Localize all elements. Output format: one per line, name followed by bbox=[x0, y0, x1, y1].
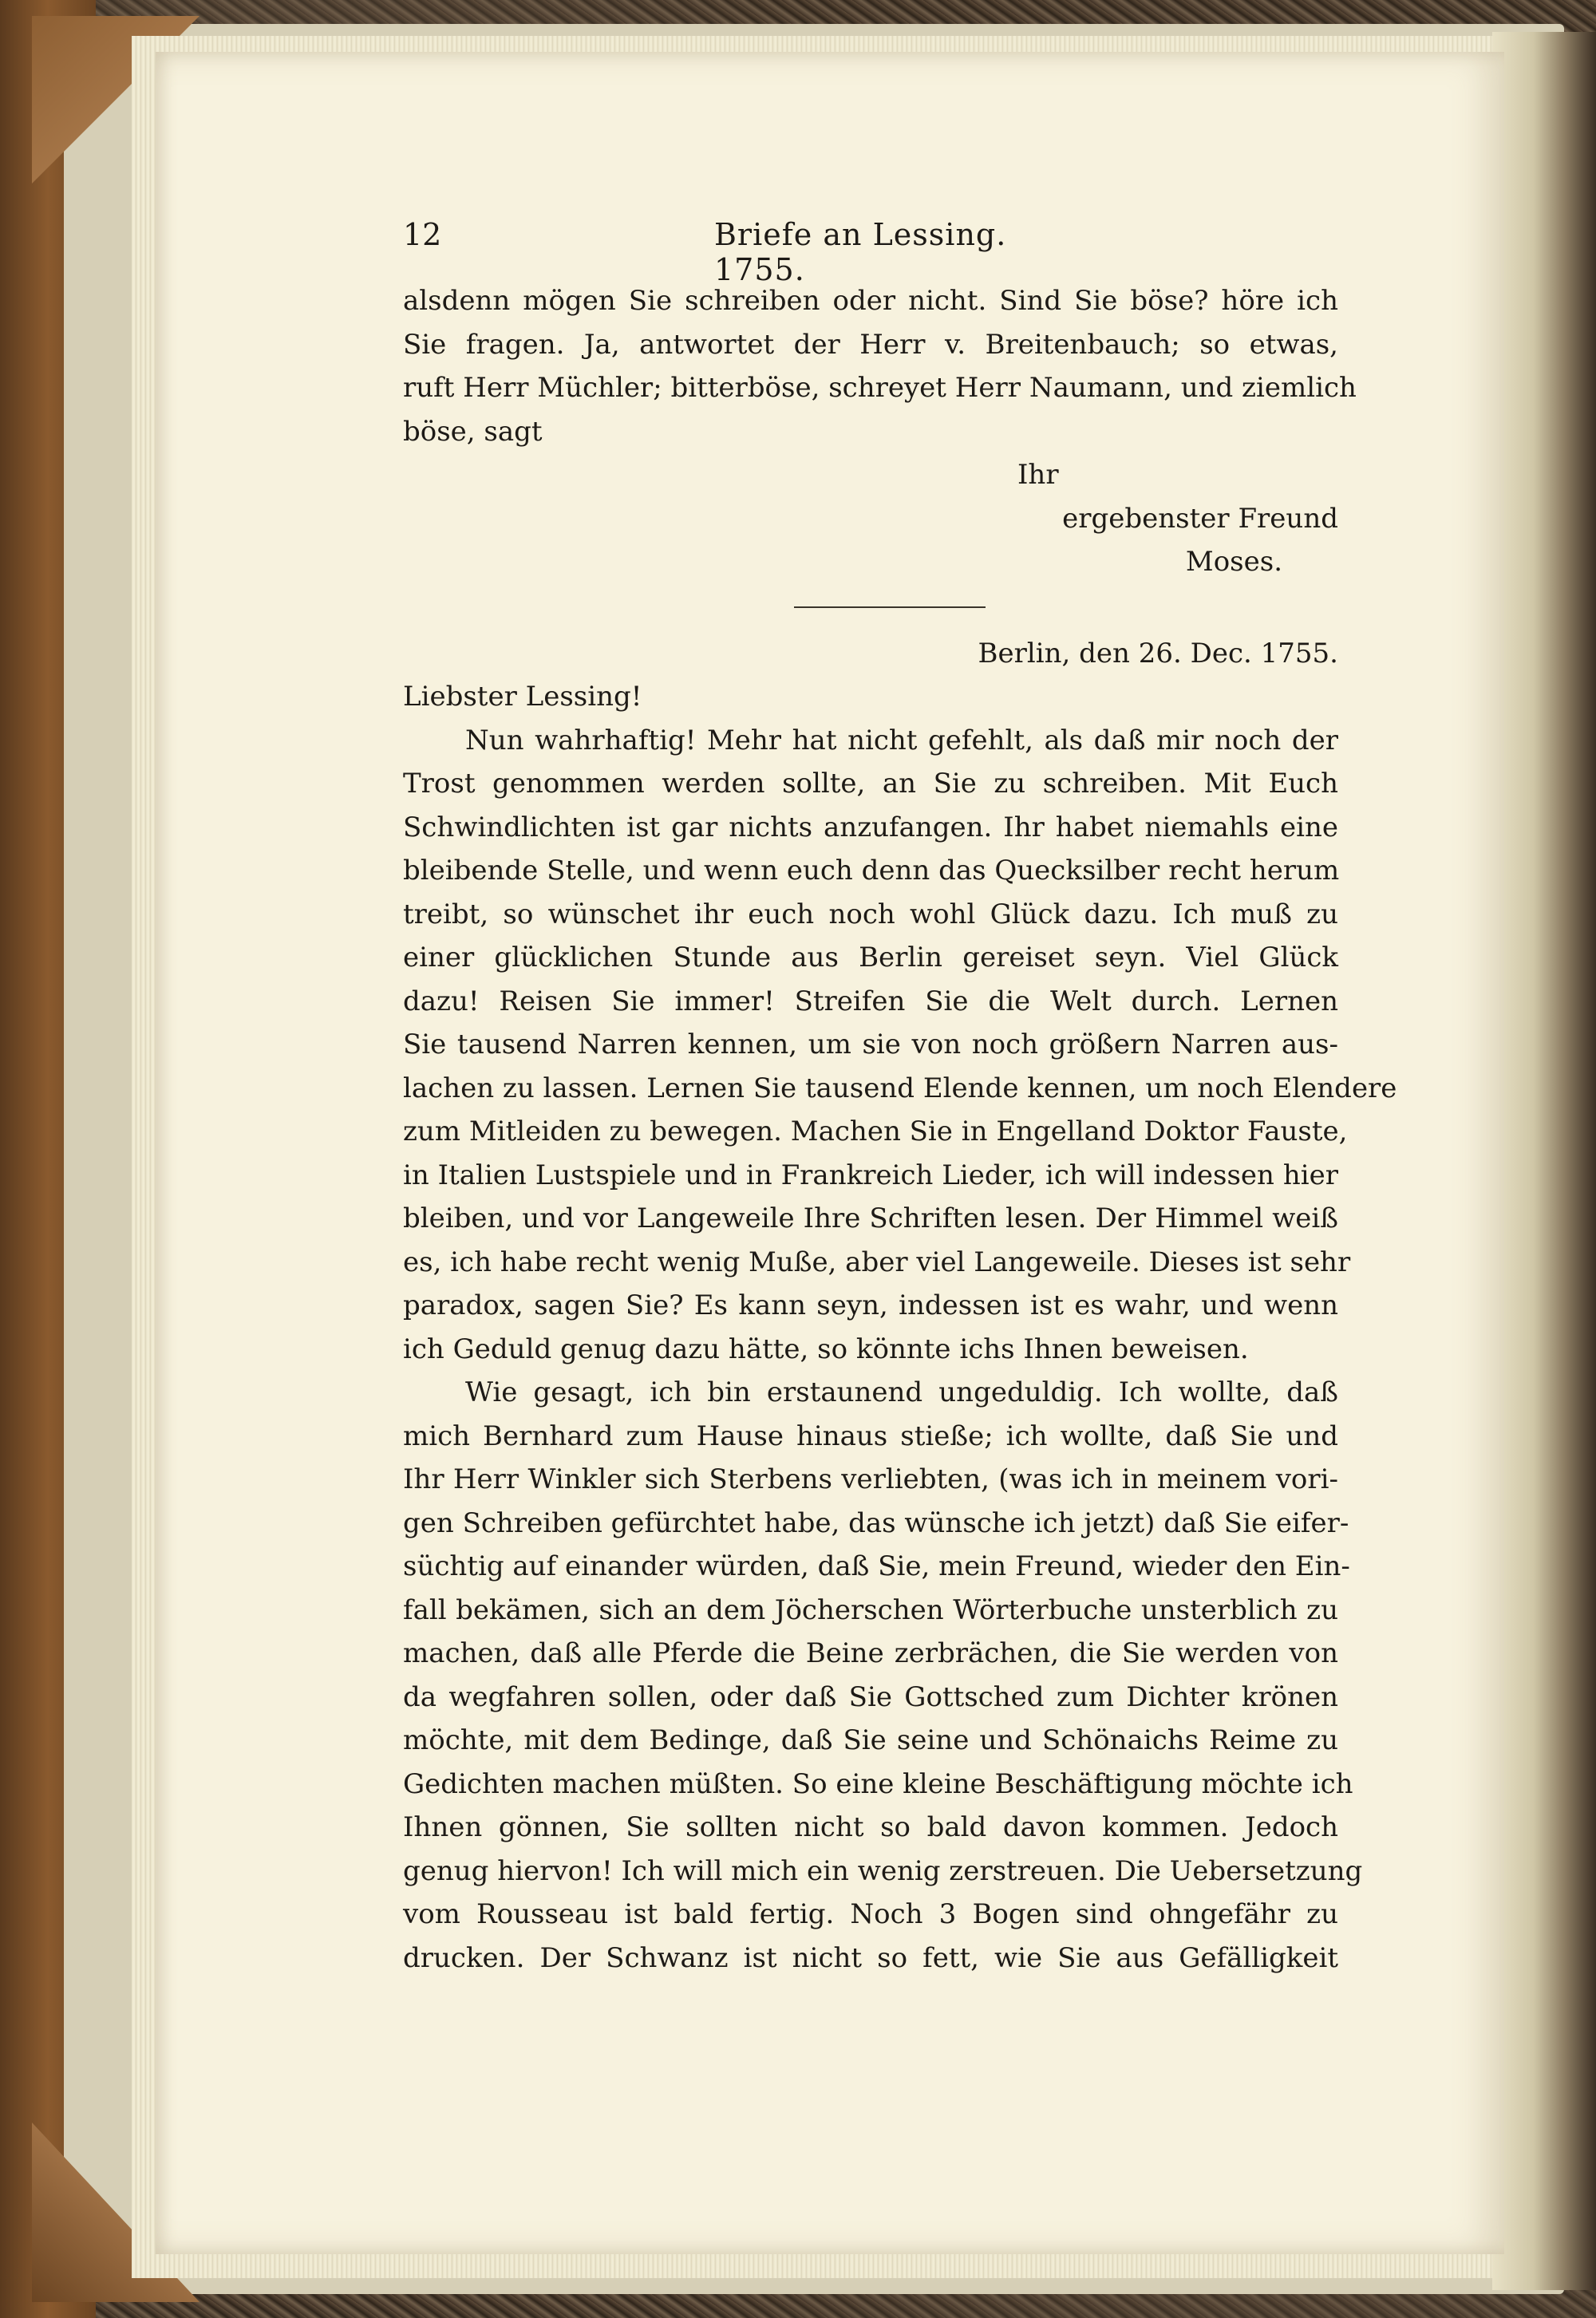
page-number: 12 bbox=[403, 217, 442, 252]
right-page-leaves bbox=[1492, 32, 1596, 2290]
text-line: es, ich habe recht wenig Muße, aber viel Langeweile. Dieses ist sehr bbox=[403, 1246, 1351, 1278]
text-line: Sie tausend Narren kennen, um sie von noch größern Narren aus- bbox=[403, 1029, 1338, 1060]
text-line: bleibende Stelle, und wenn euch denn das Quecksilber recht herum bbox=[403, 855, 1340, 887]
text-line: Trost genommen werden sollte, an Sie zu schreiben. Mit Euch bbox=[403, 768, 1338, 800]
page-header bbox=[403, 217, 1065, 287]
text-line: machen, daß alle Pferde die Beine zerbrächen, die Sie werden von bbox=[403, 1637, 1338, 1669]
text-block bbox=[403, 279, 1397, 1980]
dateline: Berlin, den 26. Dec. 1755. bbox=[978, 637, 1338, 669]
running-title: Briefe an Lessing. 1755. bbox=[714, 217, 1007, 287]
text-line: Gedichten machen müßten. So eine kleine Beschäftigung möchte ich bbox=[403, 1767, 1353, 1800]
text-line: Ihnen gönnen, Sie sollten nicht so bald davon kommen. Jedoch bbox=[403, 1811, 1338, 1843]
text-line: genug hiervon! Ich will mich ein wenig zerstreuen. Die Uebersetzung bbox=[403, 1854, 1363, 1887]
text-line: böse, sagt bbox=[403, 415, 543, 448]
text-line: alsdenn mögen Sie schreiben oder nicht. Sind Sie böse? höre ich bbox=[403, 285, 1338, 317]
text-line: Ihr Herr Winkler sich Sterbens verliebten, (was ich in meinem vori- bbox=[403, 1463, 1338, 1495]
text-line: Sie fragen. Ja, antwortet der Herr v. Breitenbauch; so etwas, bbox=[403, 328, 1338, 361]
text-line: Nun wahrhaftig! Mehr hat nicht gefehlt, als daß mir noch der bbox=[465, 724, 1338, 756]
letter-separator-rule bbox=[794, 606, 986, 608]
text-line: zum Mitleiden zu bewegen. Machen Sie in Engelland Doktor Fauste, bbox=[403, 1116, 1348, 1147]
text-line: paradox, sagen Sie? Es kann seyn, indessen ist es wahr, und wenn bbox=[403, 1289, 1338, 1321]
salutation: Liebster Lessing! bbox=[403, 681, 642, 713]
text-line: ruft Herr Müchler; bitterböse, schreyet Herr Naumann, und ziemlich bbox=[403, 372, 1357, 404]
signature-freund: ergebenster Freund bbox=[1062, 502, 1338, 535]
text-line: bleiben, und vor Langeweile Ihre Schriften lesen. Der Himmel weiß bbox=[403, 1202, 1338, 1234]
text-line: ich Geduld genug dazu hätte, so könnte ichs Ihnen beweisen. bbox=[403, 1333, 1249, 1365]
text-line: einer glücklichen Stunde aus Berlin gereiset seyn. Viel Glück bbox=[403, 942, 1338, 973]
text-line: treibt, so wünschet ihr euch noch wohl Glück dazu. Ich muß zu bbox=[403, 898, 1338, 930]
signature-ihr: Ihr bbox=[1017, 459, 1059, 491]
text-line: mich Bernhard zum Hause hinaus stieße; ich wollte, daß Sie und bbox=[403, 1420, 1338, 1452]
text-line: möchte, mit dem Bedinge, daß Sie seine und Schönaichs Reime zu bbox=[403, 1724, 1338, 1756]
text-line: drucken. Der Schwanz ist nicht so fett, wie Sie aus Gefälligkeit bbox=[403, 1941, 1338, 1974]
text-line: dazu! Reisen Sie immer! Streifen Sie die Welt durch. Lernen bbox=[403, 985, 1338, 1017]
text-line: in Italien Lustspiele und in Frankreich Lieder, ich will indessen hier bbox=[403, 1159, 1338, 1191]
text-line: Schwindlichten ist gar nichts anzufangen. Ihr habet niemahls eine bbox=[403, 811, 1338, 843]
text-line: lachen zu lassen. Lernen Sie tausend Elende kennen, um noch Elendere bbox=[403, 1072, 1397, 1104]
text-line: vom Rousseau ist bald fertig. Noch 3 Bogen sind ohngefähr zu bbox=[403, 1898, 1338, 1930]
text-line: gen Schreiben gefürchtet habe, das wünsche ich jetzt) daß Sie eifer- bbox=[403, 1507, 1349, 1539]
signature-moses: Moses. bbox=[1185, 546, 1282, 578]
text-line: da wegfahren sollen, oder daß Sie Gottsched zum Dichter krönen bbox=[403, 1680, 1338, 1713]
text-line: Wie gesagt, ich bin erstaunend ungeduldig. Ich wollte, daß bbox=[465, 1376, 1338, 1408]
text-line: fall bekämen, sich an dem Jöcherschen Wörterbuche unsterblich zu bbox=[403, 1593, 1338, 1626]
text-line: süchtig auf einander würden, daß Sie, mein Freund, wieder den Ein- bbox=[403, 1550, 1350, 1582]
